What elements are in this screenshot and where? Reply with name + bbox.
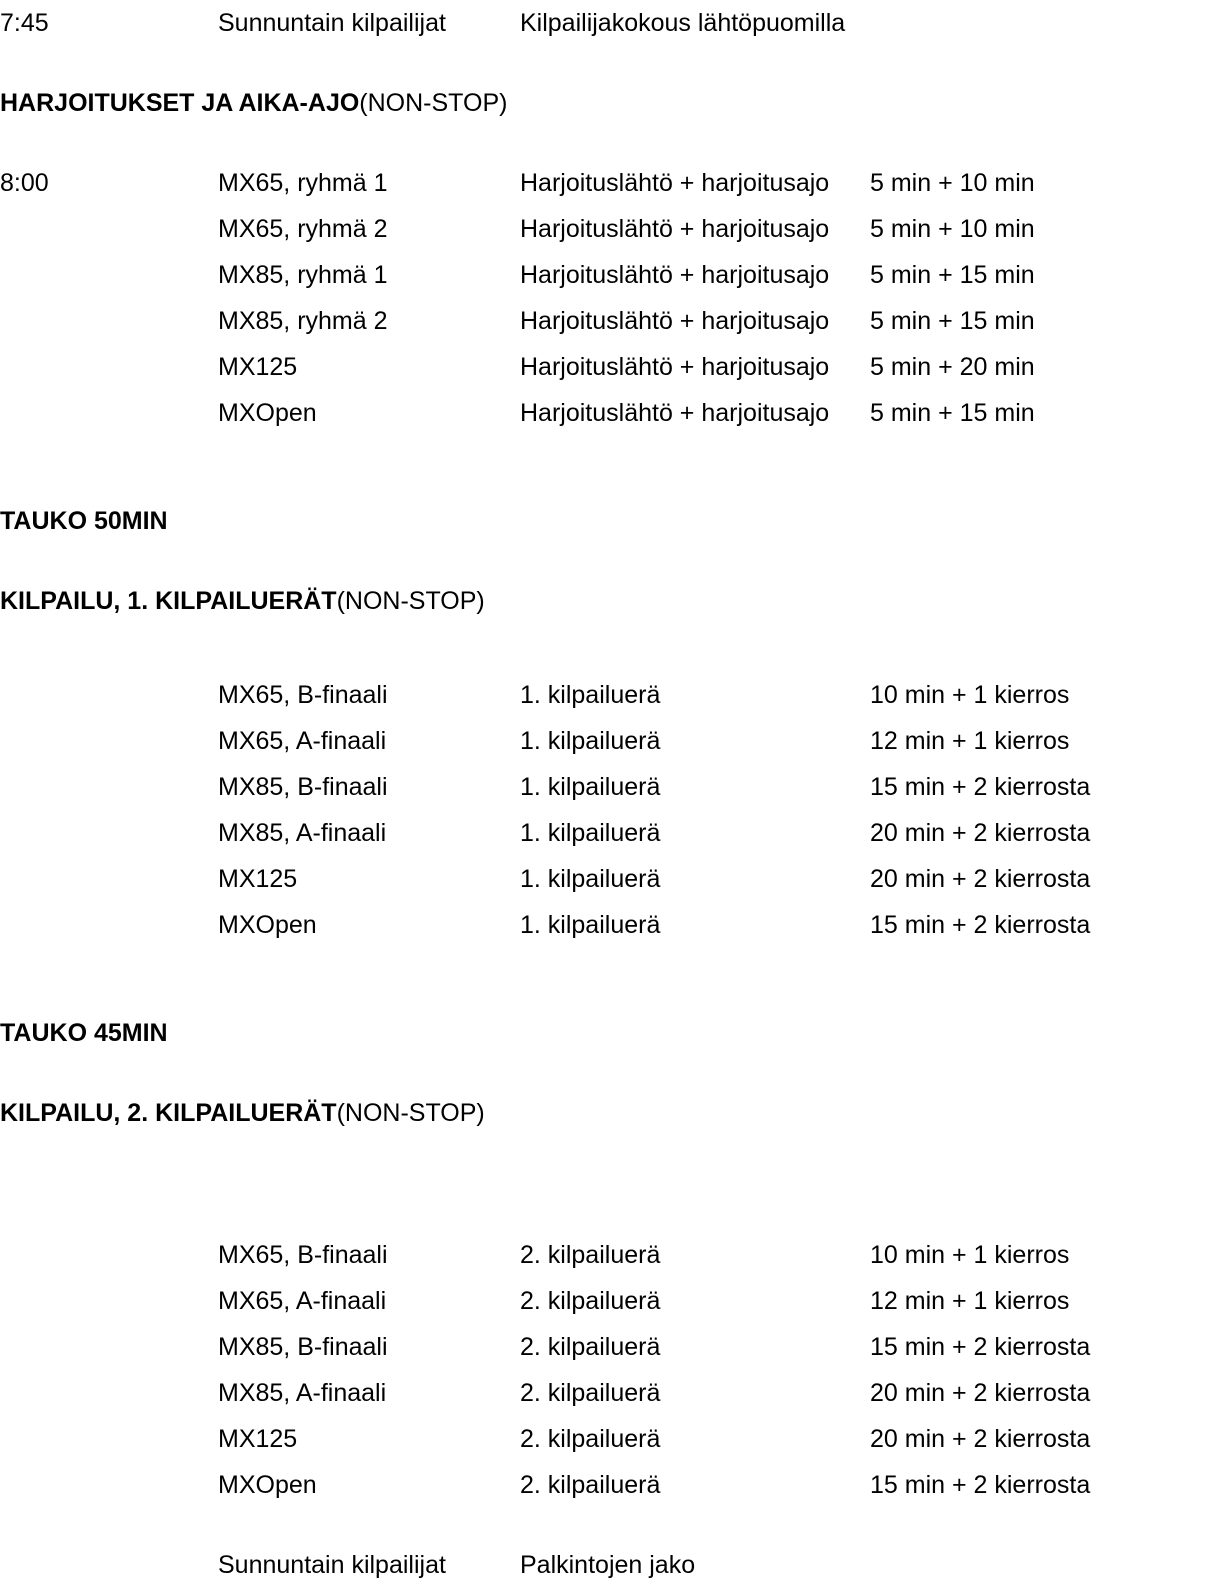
row-duration: 5 min + 10 min [870, 214, 1035, 243]
row-description: Harjoituslähtö + harjoitusajo [520, 398, 830, 427]
spacer [0, 948, 1225, 1010]
row-duration: 15 min + 2 kierrosta [870, 1332, 1091, 1361]
meeting-row [0, 0, 1225, 46]
row-class: MXOpen [218, 1470, 317, 1499]
row-duration: 5 min + 15 min [870, 398, 1035, 427]
row-description: 1. kilpailuerä [520, 772, 661, 801]
table-row [0, 1278, 1225, 1324]
table-row [0, 344, 1225, 390]
row-duration: 12 min + 1 kierros [870, 1286, 1070, 1315]
row-description: 2. kilpailuerä [520, 1240, 661, 1269]
row-duration: 20 min + 2 kierrosta [870, 818, 1091, 847]
table-row [0, 390, 1225, 436]
table-row [0, 1232, 1225, 1278]
row-description: 2. kilpailuerä [520, 1332, 661, 1361]
spacer [0, 1508, 1225, 1542]
spacer [0, 126, 1225, 160]
row-class: MX85, ryhmä 2 [218, 306, 388, 335]
row-description: 2. kilpailuerä [520, 1378, 661, 1407]
row-duration: 15 min + 2 kierrosta [870, 1470, 1091, 1499]
table-row [0, 902, 1225, 948]
row-description: 2. kilpailuerä [520, 1470, 661, 1499]
meeting-description: Kilpailijakokous lähtöpuomilla [520, 8, 846, 37]
table-row [0, 1462, 1225, 1508]
row-duration: 20 min + 2 kierrosta [870, 1378, 1091, 1407]
row-description: Harjoituslähtö + harjoitusajo [520, 168, 830, 197]
section-heading-race-1-normal: (NON-STOP) [336, 586, 485, 615]
table-row [0, 856, 1225, 902]
table-row [0, 1324, 1225, 1370]
table-row [0, 252, 1225, 298]
row-class: MXOpen [218, 910, 317, 939]
spacer [0, 624, 1225, 672]
section-heading-practice [0, 80, 1225, 126]
row-duration: 10 min + 1 kierros [870, 1240, 1070, 1269]
row-description: 1. kilpailuerä [520, 818, 661, 847]
table-row [0, 764, 1225, 810]
row-description: Harjoituslähtö + harjoitusajo [520, 260, 830, 289]
section-heading-practice-normal: (NON-STOP) [359, 88, 508, 117]
row-description: 1. kilpailuerä [520, 910, 661, 939]
row-description: Harjoituslähtö + harjoitusajo [520, 306, 830, 335]
spacer [0, 1136, 1225, 1198]
row-class: MX65, B-finaali [218, 1240, 388, 1269]
row-class: MX85, A-finaali [218, 818, 387, 847]
table-row [0, 672, 1225, 718]
row-duration: 10 min + 1 kierros [870, 680, 1070, 709]
row-description: Harjoituslähtö + harjoitusajo [520, 214, 830, 243]
row-class: MX85, B-finaali [218, 1332, 388, 1361]
row-description: Harjoituslähtö + harjoitusajo [520, 352, 830, 381]
row-class: MX65, B-finaali [218, 680, 388, 709]
row-duration: 5 min + 20 min [870, 352, 1035, 381]
row-class: MX85, ryhmä 1 [218, 260, 388, 289]
meeting-group: Sunnuntain kilpailijat [218, 8, 446, 37]
row-duration: 5 min + 15 min [870, 306, 1035, 335]
row-duration: 20 min + 2 kierrosta [870, 1424, 1091, 1453]
spacer [0, 46, 1225, 80]
table-row [0, 298, 1225, 344]
row-duration: 5 min + 10 min [870, 168, 1035, 197]
row-description: 1. kilpailuerä [520, 680, 661, 709]
row-class: MX125 [218, 352, 298, 381]
row-duration: 15 min + 2 kierrosta [870, 772, 1091, 801]
table-row [0, 1416, 1225, 1462]
row-class: MX125 [218, 1424, 298, 1453]
spacer [0, 436, 1225, 498]
meeting-time: 7:45 [0, 8, 49, 37]
row-duration: 20 min + 2 kierrosta [870, 864, 1091, 893]
table-row [0, 206, 1225, 252]
section-heading-race-2-normal: (NON-STOP) [336, 1098, 485, 1127]
row-class: MXOpen [218, 398, 317, 427]
table-row [0, 810, 1225, 856]
row-class: MX65, ryhmä 2 [218, 214, 388, 243]
section-heading-race-1 [0, 578, 1225, 624]
spacer [0, 1198, 1225, 1232]
row-description: 2. kilpailuerä [520, 1424, 661, 1453]
row-class: MX85, A-finaali [218, 1378, 387, 1407]
break-heading-45min: TAUKO 45MIN [0, 1018, 168, 1047]
spacer [0, 1056, 1225, 1090]
row-class: MX85, B-finaali [218, 772, 388, 801]
row-duration: 15 min + 2 kierrosta [870, 910, 1091, 939]
row-description: 2. kilpailuerä [520, 1286, 661, 1315]
row-class: MX65, A-finaali [218, 726, 387, 755]
row-class: MX65, A-finaali [218, 1286, 387, 1315]
break-heading-50min: TAUKO 50MIN [0, 506, 168, 535]
spacer [0, 544, 1225, 578]
section-heading-race-2-bold: KILPAILU, 2. KILPAILUERÄT [0, 1098, 337, 1127]
awards-group: Sunnuntain kilpailijat [218, 1550, 446, 1579]
awards-description: Palkintojen jako [520, 1550, 696, 1579]
table-row [0, 160, 1225, 206]
table-row [0, 718, 1225, 764]
row-class: MX125 [218, 864, 298, 893]
section-heading-race-1-bold: KILPAILU, 1. KILPAILUERÄT [0, 586, 337, 615]
section-heading-race-2 [0, 1090, 1225, 1136]
row-duration: 12 min + 1 kierros [870, 726, 1070, 755]
table-row [0, 1370, 1225, 1416]
row-description: 1. kilpailuerä [520, 726, 661, 755]
row-duration: 5 min + 15 min [870, 260, 1035, 289]
practice-start-time: 8:00 [0, 168, 49, 197]
row-description: 1. kilpailuerä [520, 864, 661, 893]
section-heading-practice-bold: HARJOITUKSET JA AIKA-AJO [0, 88, 360, 117]
row-class: MX65, ryhmä 1 [218, 168, 388, 197]
awards-row [0, 1542, 1225, 1588]
